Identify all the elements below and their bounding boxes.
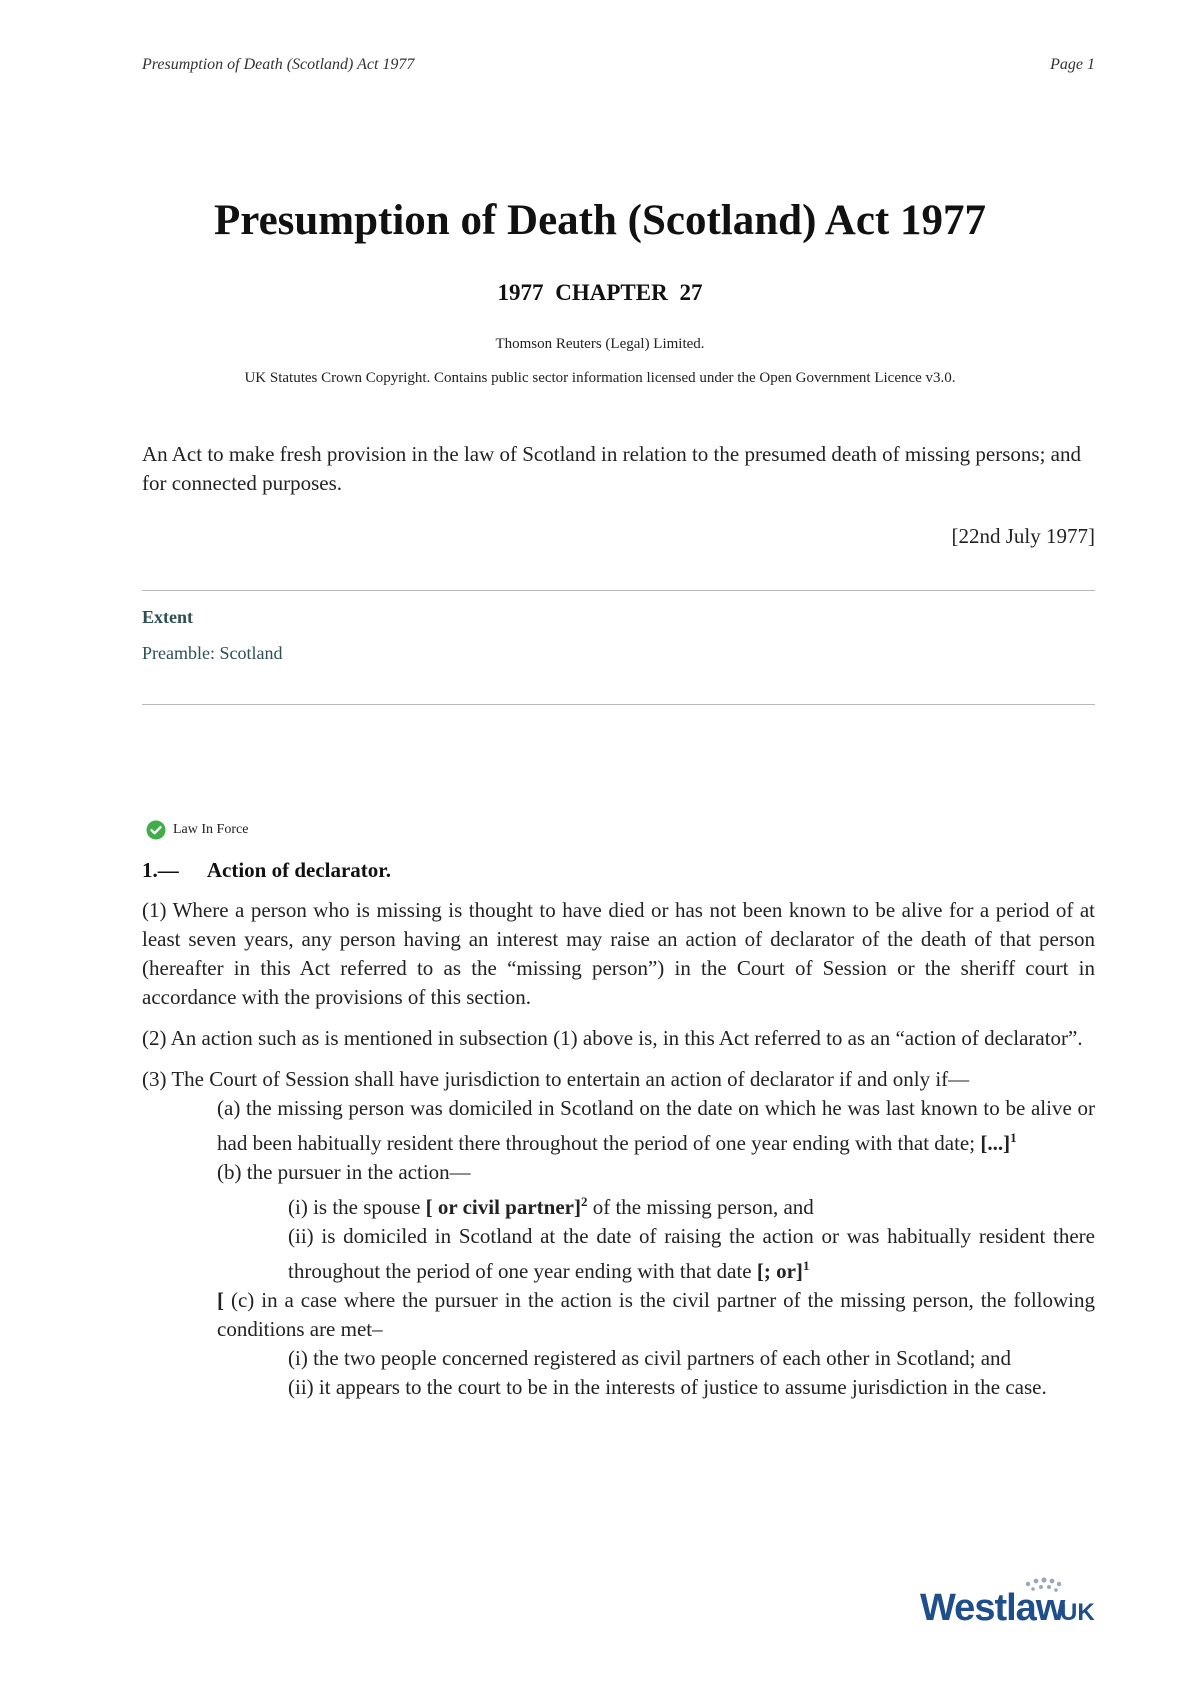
paragraph-c-text: (c) in a case where the pursuer in the action is the civil partner of the missing person, the following conditions are met– [217,1288,1095,1341]
subparagraph-b-ii [142,1222,1095,1286]
subparagraph-b-i [142,1187,1095,1222]
enactment-date: [22nd July 1977] [951,524,1095,548]
amendment-marker: [...] [980,1131,1011,1155]
section-body [142,896,1095,1402]
divider [142,590,1095,591]
subparagraph-b-ii-text: (ii) is domiciled in Scotland at the date of raising the action or was habitually resident there throughout the period of one year ending with that date [288,1224,1095,1283]
check-circle-icon [146,820,166,840]
westlaw-logo [920,1572,1100,1632]
amendment-marker: [ or civil partner] [425,1195,581,1219]
chapter-number: 1977 CHAPTER 27 [497,280,703,305]
subsection-3: (3) The Court of Session shall have jurisdiction to entertain an action of declarator if and only if— [142,1067,970,1091]
extent-label: Extent [142,607,193,627]
publisher: Thomson Reuters (Legal) Limited. [495,336,705,352]
amendment-marker: [; or] [756,1259,803,1283]
subparagraph-b-i-text-end: of the missing person, and [592,1195,814,1219]
section-title: Action of declarator. [206,858,391,882]
running-header [142,56,1095,74]
amendment-open-bracket: [ [217,1288,224,1312]
logo-wordmark: Westlaw [920,1587,1065,1629]
subparagraph-b-i-text: (i) is the spouse [288,1195,421,1219]
section-number: 1.— [142,858,179,882]
section-heading [142,858,391,883]
footnote-ref[interactable]: 2 [580,1194,588,1209]
divider [142,704,1095,705]
paragraph-a-text: (a) the missing person was domiciled in Scotland on the date on which he was last known to be alive or had been habitually resident there throughout the period of one year ending with that date; [217,1096,1095,1155]
running-title: Presumption of Death (Scotland) Act 1977 [142,56,415,73]
paragraph-b: (b) the pursuer in the action— [217,1160,471,1184]
subparagraph-c-i: (i) the two people concerned registered as civil partners of each other in Scotland; and [288,1346,1012,1370]
logo-suffix: UK [1060,1599,1095,1626]
subsection-2: (2) An action such as is mentioned in subsection (1) above is, in this Act referred to as an “action of declarator”. [142,1026,1083,1050]
act-title: Presumption of Death (Scotland) Act 1977 [214,197,986,244]
extent-value: Preamble: Scotland [142,643,283,663]
subparagraph-c-ii: (ii) it appears to the court to be in the interests of justice to assume jurisdiction in the case. [288,1375,1047,1399]
status-badge [146,820,248,840]
paragraph-c [142,1286,1095,1344]
footnote-ref[interactable]: 1 [1010,1130,1017,1145]
footnote-ref[interactable]: 1 [802,1258,810,1273]
paragraph-a [142,1094,1095,1158]
long-title: An Act to make fresh provision in the law of Scotland in relation to the presumed death of missing persons; and for connected purposes. [142,442,1081,495]
status-label: Law In Force [173,822,249,837]
copyright-notice: UK Statutes Crown Copyright. Contains public sector information licensed under the Open Government Licence v3.0. [244,370,956,386]
subsection-1: (1) Where a person who is missing is thought to have died or has not been known to be alive for a period of at least seven years, any person having an interest may raise an action of declarator of the death of that person (hereafter in this Act referred to as the “missing person”) in the Court of Session or the sheriff court in accordance with the provisions of this section. [142,898,1095,1009]
page-number: Page 1 [1050,56,1095,73]
